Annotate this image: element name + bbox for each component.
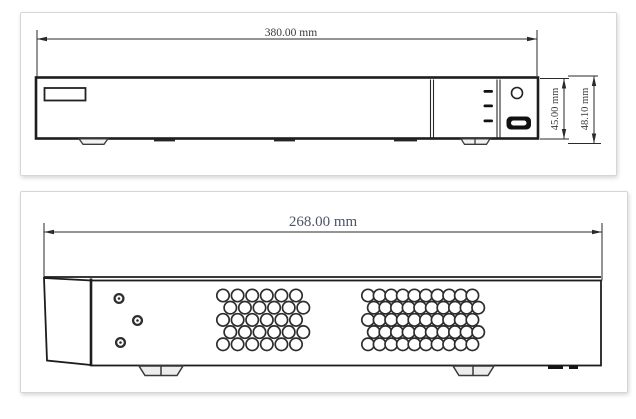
vent-hole xyxy=(391,302,403,314)
vent-hole xyxy=(408,289,420,301)
usb-slot xyxy=(511,121,527,126)
vent-hole xyxy=(431,338,443,350)
vent-hole xyxy=(362,314,374,326)
vent-hole xyxy=(261,289,273,301)
arrowhead-down-icon xyxy=(592,134,596,144)
depth-dimension xyxy=(44,214,602,281)
vent-hole xyxy=(283,326,295,338)
vent-hole xyxy=(246,314,258,326)
vent-hole xyxy=(431,314,443,326)
front-view-panel xyxy=(20,12,617,176)
vent-hole xyxy=(379,326,391,338)
width-dimension-label: 380.00 mm xyxy=(264,27,318,39)
vent-hole xyxy=(466,289,478,301)
vent-hole xyxy=(253,302,265,314)
foot-tab xyxy=(548,366,563,370)
total-height-dimension xyxy=(568,76,601,144)
device-front-body xyxy=(36,78,538,145)
vent-hole xyxy=(466,338,478,350)
vent-hole xyxy=(297,326,309,338)
vent-hole xyxy=(362,338,374,350)
vent-hole xyxy=(402,326,414,338)
vent-hole xyxy=(426,326,438,338)
arrowhead-up-icon xyxy=(592,76,596,86)
status-led-icon xyxy=(484,105,494,108)
vent-hole xyxy=(239,302,251,314)
power-button-icon xyxy=(512,88,523,99)
vent-hole xyxy=(397,314,409,326)
front-view-drawing xyxy=(21,13,616,175)
arrowhead-left-icon xyxy=(37,37,47,42)
screw-center xyxy=(119,341,122,344)
arrowhead-right-icon xyxy=(527,37,537,42)
vent-hole xyxy=(408,338,420,350)
chassis-outline xyxy=(36,78,538,139)
vent-hole xyxy=(275,289,287,301)
vent-hole xyxy=(253,326,265,338)
side-view-panel xyxy=(20,191,628,393)
foot xyxy=(79,139,108,145)
vent-hole xyxy=(449,302,461,314)
vent-hole xyxy=(290,338,302,350)
vent-hole xyxy=(379,302,391,314)
depth-dimension-label: 268.00 mm xyxy=(288,214,358,230)
vent-hole xyxy=(373,314,385,326)
vent-hole xyxy=(455,338,467,350)
chassis-side-outline xyxy=(91,281,601,366)
vent-hole xyxy=(443,338,455,350)
vent-hole xyxy=(224,326,236,338)
vent-hole xyxy=(408,314,420,326)
width-dimension xyxy=(37,27,537,77)
vent-hole xyxy=(414,302,426,314)
vent-hole xyxy=(231,289,243,301)
vent-hole xyxy=(297,302,309,314)
vent-hole xyxy=(402,302,414,314)
arrowhead-left-icon xyxy=(44,230,54,235)
arrowhead-down-icon xyxy=(562,129,566,139)
side-view-drawing xyxy=(21,192,627,392)
vent-hole xyxy=(283,302,295,314)
vent-hole xyxy=(275,314,287,326)
status-led-icon xyxy=(484,120,494,123)
height-dimension xyxy=(540,79,569,140)
vent-hole xyxy=(268,302,280,314)
vent-hole xyxy=(420,314,432,326)
foot-tab xyxy=(569,366,578,370)
vent-hole xyxy=(231,338,243,350)
vent-hole xyxy=(385,314,397,326)
vent-hole xyxy=(449,326,461,338)
vent-hole xyxy=(268,326,280,338)
device-side-body xyxy=(44,277,601,376)
vent-hole xyxy=(217,338,229,350)
vent-hole xyxy=(261,338,273,350)
vent-hole xyxy=(420,289,432,301)
vent-hole xyxy=(443,314,455,326)
vent-hole xyxy=(385,289,397,301)
vent-grid-right xyxy=(362,289,485,350)
vent-hole xyxy=(460,326,472,338)
vent-hole xyxy=(455,289,467,301)
vent-hole xyxy=(431,289,443,301)
vent-hole xyxy=(391,326,403,338)
front-bezel-side xyxy=(44,278,91,365)
side-feet xyxy=(139,366,578,376)
vent-hole xyxy=(373,289,385,301)
vent-hole xyxy=(437,326,449,338)
height-dimension-label: 45.00 mm xyxy=(550,87,561,131)
foot-tab xyxy=(394,139,417,142)
vent-hole xyxy=(246,338,258,350)
arrowhead-up-icon xyxy=(562,79,566,89)
vent-hole xyxy=(472,302,484,314)
vent-hole xyxy=(362,289,374,301)
vent-hole xyxy=(368,326,380,338)
vent-hole xyxy=(397,289,409,301)
total-height-dimension-label: 48.10 mm xyxy=(580,87,591,131)
screw-center xyxy=(136,319,139,322)
vent-hole xyxy=(466,314,478,326)
vent-hole xyxy=(217,314,229,326)
vent-hole xyxy=(397,338,409,350)
vent-hole xyxy=(420,338,432,350)
vent-hole xyxy=(224,302,236,314)
vent-hole xyxy=(261,314,273,326)
vent-hole xyxy=(246,289,258,301)
vent-hole xyxy=(437,302,449,314)
vent-hole xyxy=(443,289,455,301)
vent-hole xyxy=(290,289,302,301)
vent-hole xyxy=(385,338,397,350)
vent-hole xyxy=(414,326,426,338)
vent-hole xyxy=(460,302,472,314)
foot-tab xyxy=(274,139,295,142)
screw-center xyxy=(118,297,121,300)
vent-hole xyxy=(217,289,229,301)
vent-hole xyxy=(290,314,302,326)
vent-hole xyxy=(239,326,251,338)
status-led-icon xyxy=(484,90,494,93)
vent-hole xyxy=(455,314,467,326)
vent-hole xyxy=(231,314,243,326)
vent-hole xyxy=(472,326,484,338)
vent-hole xyxy=(368,302,380,314)
foot-tab xyxy=(154,139,175,142)
vent-hole xyxy=(426,302,438,314)
vent-hole xyxy=(373,338,385,350)
arrowhead-right-icon xyxy=(592,230,602,235)
vent-hole xyxy=(275,338,287,350)
